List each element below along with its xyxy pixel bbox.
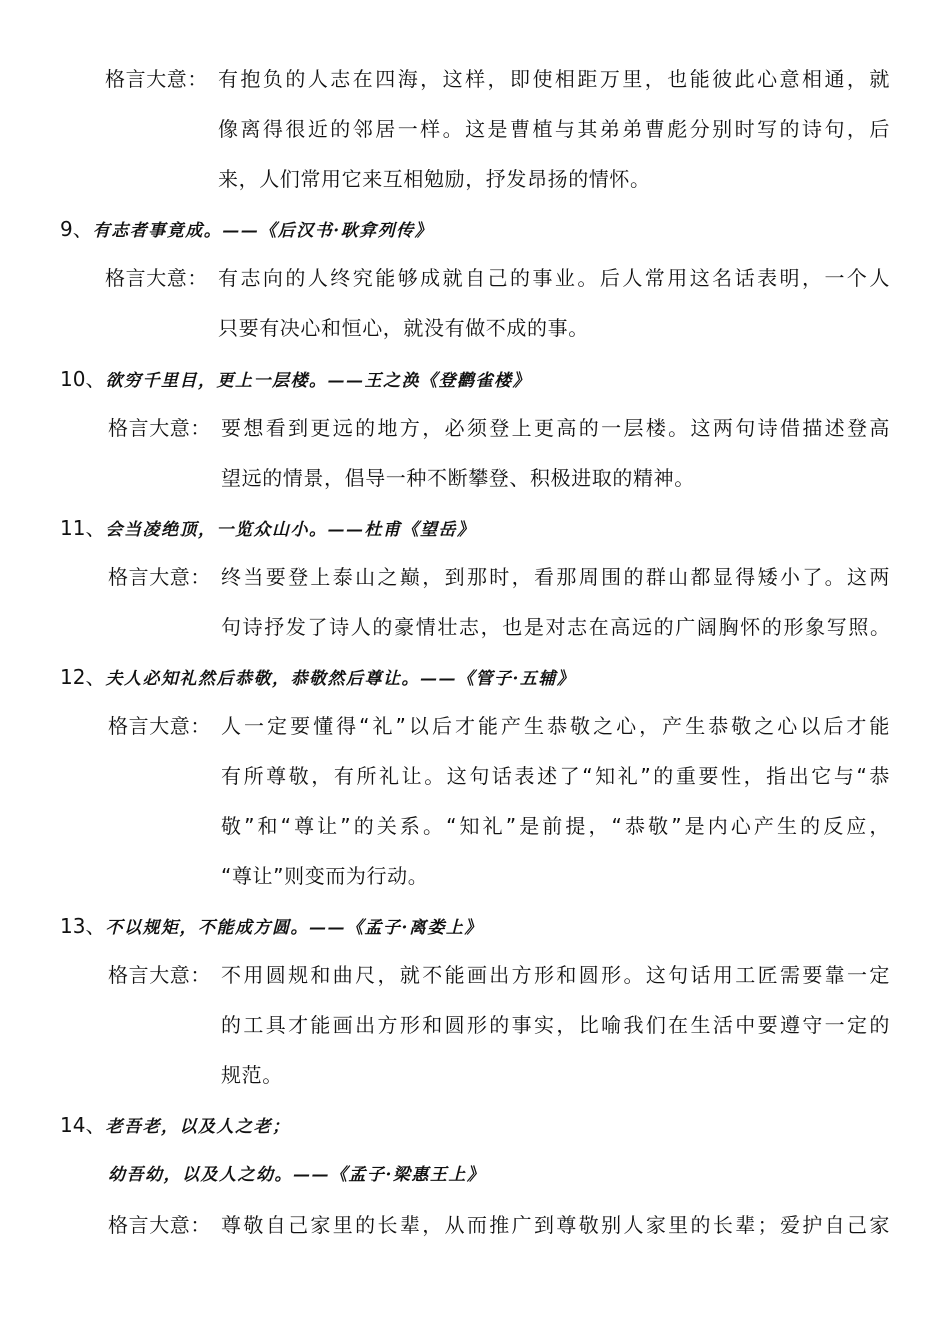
maxim-heading bbox=[60, 664, 575, 692]
meaning-line: 的工具才能画出方形和圆形的事实，比喻我们在生活中要遵守一定的 bbox=[221, 1013, 890, 1037]
entry-number: 10、 bbox=[60, 367, 106, 391]
entry-number: 13、 bbox=[60, 914, 106, 938]
meaning-line: 要想看到更远的地方，必须登上更高的一层楼。这两句诗借描述登高 bbox=[221, 416, 890, 440]
label-text: 格言大意： bbox=[105, 67, 208, 91]
maxim-heading bbox=[60, 366, 531, 394]
maxim-text: 会当凌绝顶，一览众山小。——杜甫《望岳》 bbox=[105, 520, 476, 540]
entry-number: 14、 bbox=[60, 1113, 106, 1137]
maxim-text: 夫人必知礼然后恭敬，恭敬然后尊让。——《管子·五辅》 bbox=[105, 669, 576, 689]
maxim-text: 有志者事竟成。——《后汉书·耿弇列传》 bbox=[92, 221, 434, 241]
meaning-line: 有所尊敬，有所礼让。这句话表述了“知礼”的重要性，指出它与“恭 bbox=[221, 764, 890, 788]
label-text: 格言大意： bbox=[105, 266, 208, 290]
meaning-label bbox=[108, 564, 211, 590]
meaning-line: 有志向的人终究能够成就自己的事业。后人常用这名话表明，一个人 bbox=[218, 266, 890, 290]
meaning-label bbox=[108, 1212, 211, 1238]
maxim-heading bbox=[60, 515, 475, 543]
meaning-line: 像离得很近的邻居一样。这是曹植与其弟弟曹彪分别时写的诗句，后 bbox=[218, 117, 890, 141]
meaning-label bbox=[108, 713, 211, 739]
maxim-heading bbox=[60, 1112, 290, 1140]
label-text: 格言大意： bbox=[108, 416, 211, 440]
meaning-line: 句诗抒发了诗人的豪情壮志，也是对志在高远的广阔胸怀的形象写照。 bbox=[221, 615, 890, 639]
maxim-text: 不以规矩，不能成方圆。——《孟子·离娄上》 bbox=[105, 918, 483, 938]
maxim-heading bbox=[60, 216, 433, 244]
label-text: 格言大意： bbox=[108, 1213, 211, 1237]
entry-number: 12、 bbox=[60, 665, 106, 689]
maxim-heading-continued: 幼吾幼，以及人之幼。——《孟子·梁惠王上》 bbox=[108, 1165, 486, 1185]
meaning-line: “尊让”则变而为行动。 bbox=[221, 864, 429, 888]
maxim-heading bbox=[60, 913, 483, 941]
meaning-line: 只要有决心和恒心，就没有做不成的事。 bbox=[218, 316, 589, 340]
meaning-line: 敬”和“尊让”的关系。“知礼”是前提，“恭敬”是内心产生的反应， bbox=[221, 814, 890, 838]
meaning-line: 望远的情景，倡导一种不断攀登、积极进取的精神。 bbox=[221, 466, 695, 490]
maxim-text: 老吾老，以及人之老； bbox=[105, 1117, 291, 1137]
entry-number: 9、 bbox=[60, 217, 93, 241]
meaning-label bbox=[105, 66, 208, 92]
label-text: 格言大意： bbox=[108, 565, 211, 589]
meaning-line: 不用圆规和曲尺，就不能画出方形和圆形。这句话用工匠需要靠一定 bbox=[221, 963, 890, 987]
meaning-label bbox=[105, 265, 208, 291]
meaning-label bbox=[108, 415, 211, 441]
meaning-line: 尊敬自己家里的长辈，从而推广到尊敬别人家里的长辈；爱护自己家 bbox=[221, 1213, 890, 1237]
meaning-line: 规范。 bbox=[221, 1063, 283, 1087]
meaning-line: 人一定要懂得“礼”以后才能产生恭敬之心，产生恭敬之心以后才能 bbox=[221, 714, 890, 738]
meaning-line: 有抱负的人志在四海，这样，即使相距万里，也能彼此心意相通，就 bbox=[218, 67, 890, 91]
label-text: 格言大意： bbox=[108, 963, 211, 987]
maxim-text: 欲穷千里目，更上一层楼。——王之涣《登鹳雀楼》 bbox=[105, 371, 531, 391]
meaning-line: 终当要登上泰山之巅，到那时，看那周围的群山都显得矮小了。这两 bbox=[221, 565, 890, 589]
meaning-line: 来，人们常用它来互相勉励，抒发昂扬的情怀。 bbox=[218, 167, 651, 191]
entry-number: 11、 bbox=[60, 516, 106, 540]
meaning-label bbox=[108, 962, 211, 988]
label-text: 格言大意： bbox=[108, 714, 211, 738]
